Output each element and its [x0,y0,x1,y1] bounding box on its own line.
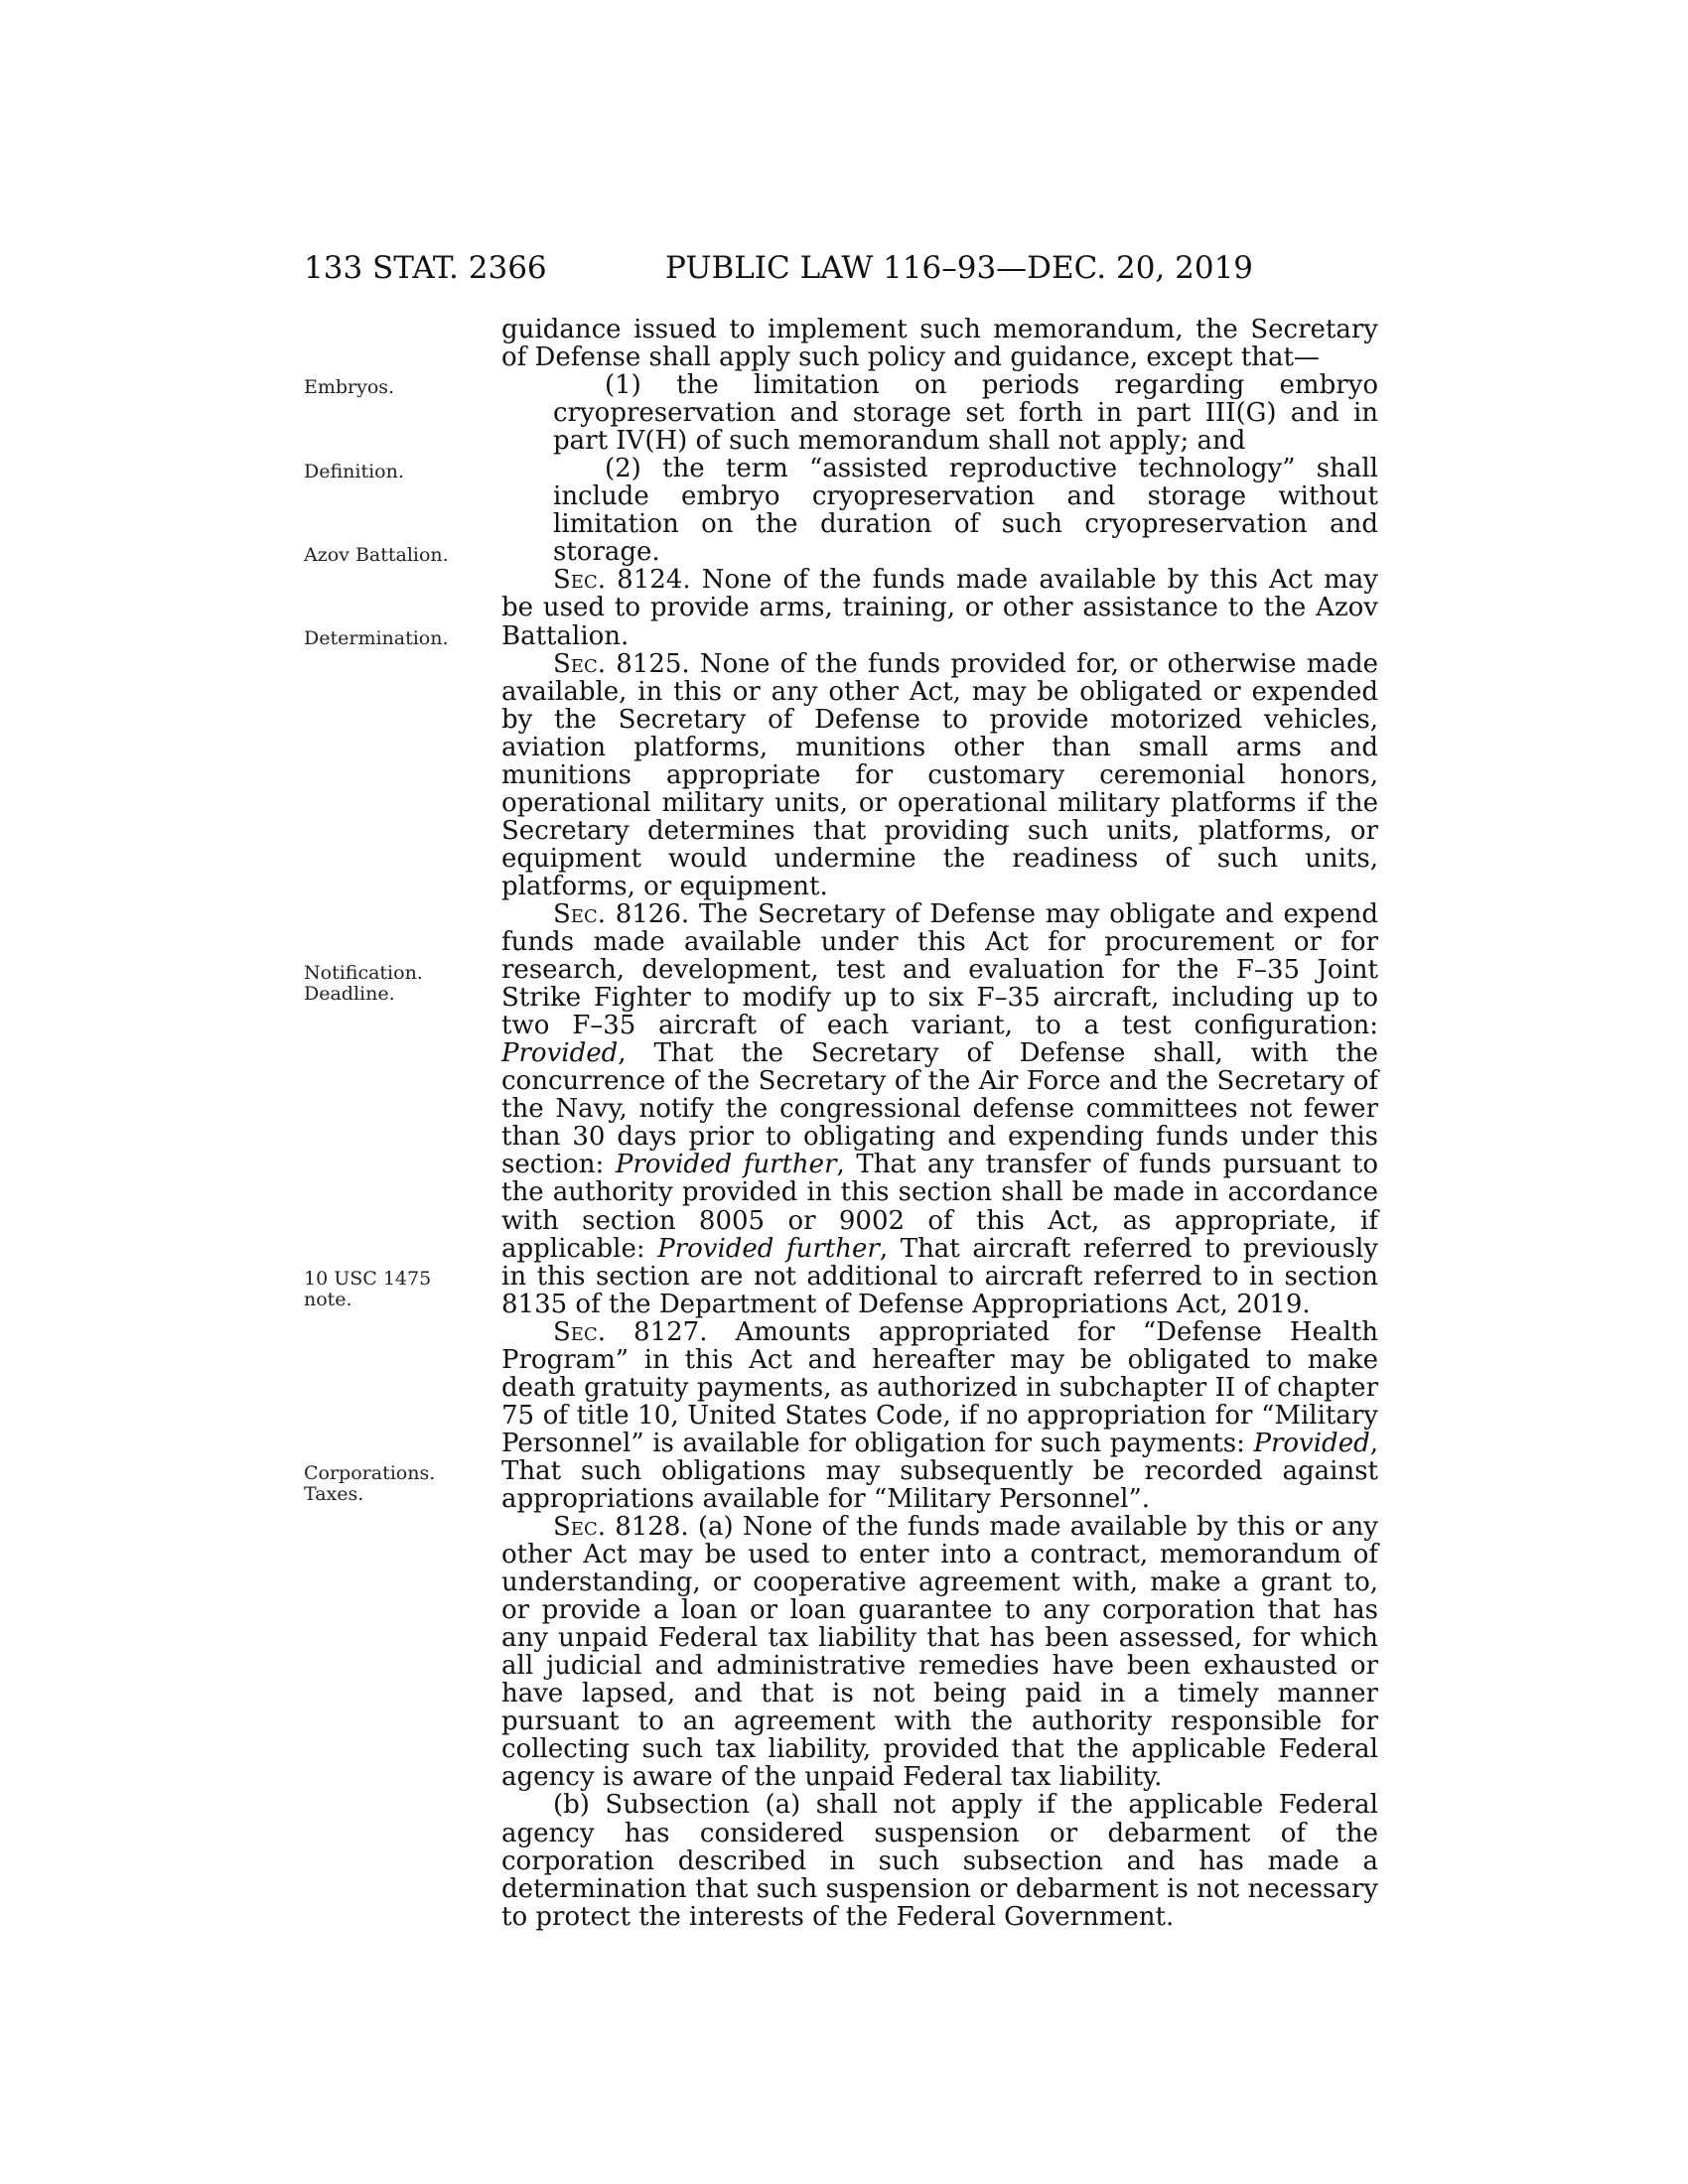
section-8125: Sec. 8125. None of the funds provided for, or otherwise made available, in this or any other Act, may be obligated or expended by the Secretary of Defense to provide motorized vehicles, aviation platforms, munitions other than small arms and munitions appropriate for customary ceremonial honors, operational military units, or operational military platforms if the Secretary determines that providing such units, platforms, or equipment would undermine the readiness of such units, platforms, or equipment. [501,648,1378,901]
margin-note-azov: Azov Battalion. [304,544,449,566]
item-1: (1) the limitation on periods regarding embryo cryopreservation and storage set forth in part III(G) and in part IV(H) of such memorandum shall not apply; and [553,370,1378,457]
margin-note-definition: Definition. [304,461,404,482]
margin-note-embryos: Embryos. [304,376,395,398]
page-number: 133 STAT. 2366 [304,250,547,286]
item-2: (2) the term “assisted reproductive technology” shall include embryo cryopreservation and storage without limitation on the duration of such cryopreservation and storage. [553,454,1378,568]
statute-body [501,316,1378,1931]
intro-paragraph: guidance issued to implement such memorandum, the Secretary of Defense shall apply such policy and guidance, except that— [501,315,1378,373]
margin-note-notification-deadline: Notification. Deadline. [304,962,423,1005]
section-8128-b: (b) Subsection (a) shall not apply if the applicable Federal agency has considered suspension or debarment of the corporation described in such subsection and has made a determination that such suspension or debarment is not necessary to protect the interests of the Federal Government. [501,1790,1378,1932]
section-8127: Sec. 8127. Amounts appropriated for “Defense Health Program” in this Act and hereafter may be obligated to make death gratuity payments, as authorized in subchapter II of chapter 75 of title 10, United States Code, if no appropriation for “Military Personnel” is available for obligation for such payments: Provided, That such obligations may subsequently be recorded against appropriations available for “Military Personnel”. [501,1316,1378,1514]
margin-note-usc: 10 USC 1475 note. [304,1268,432,1310]
section-8126: Sec. 8126. The Secretary of Defense may obligate and expend funds made available under this Act for procurement or for research, development, test and evaluation for the F–35 Joint Strike Fighter to modify up to six F–35 aircraft, including up to two F–35 aircraft of each variant, to a test configuration: Provided, That the Secretary of Defense shall, with the concurrence of the Secretary of the Air Force and the Secretary of the Navy, notify the congressional defense committees not fewer than 30 days prior to obligating and expending funds under this section: Provided further, That any transfer of funds pursuant to the authority provided in this section shall be made in accordance with section 8005 or 9002 of this Act, as appropriate, if applicable: Provided further, That aircraft referred to previously in this section are not additional to aircraft referred to in section 8135 of the Department of Defense Appropriations Act, 2019. [501,898,1378,1319]
section-8128-a: Sec. 8128. (a) None of the funds made available by this or any other Act may be used to enter into a contract, memorandum of understanding, or cooperative agreement with, make a grant to, or provide a loan or loan guarantee to any corporation that has any unpaid Federal tax liability that has been assessed, for which all judicial and administrative remedies have been exhausted or have lapsed, and that is not being paid in a timely manner pursuant to an agreement with the authority responsible for collecting such tax liability, provided that the applicable Federal agency is aware of the unpaid Federal tax liability. [501,1512,1378,1793]
running-head: PUBLIC LAW 116–93—DEC. 20, 2019 [665,250,1254,286]
margin-note-determination: Determination. [304,627,449,649]
margin-note-corporations-taxes: Corporations. Taxes. [304,1462,436,1505]
section-8124: Sec. 8124. None of the funds made available by this Act may be used to provide arms, training, or other assistance to the Azov Battalion. [501,565,1378,651]
